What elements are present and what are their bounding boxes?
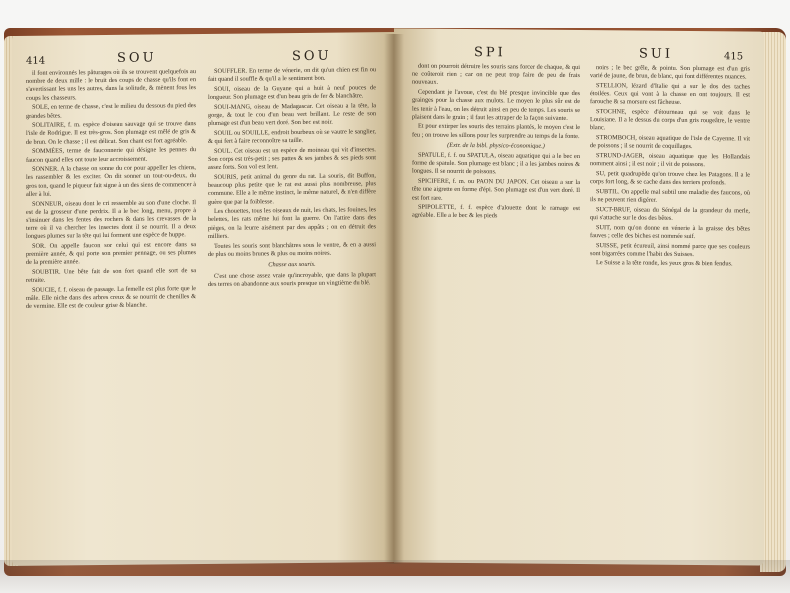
right-running-head-2: SUI — [639, 46, 673, 62]
entry: noirs ; le bec grêle, & pointu. Son plumage est d'un gris varié de jaune, de brun, de blanc, qui font différentes nuances. — [590, 64, 750, 81]
entry: SUIT, nom qu'on donne en vénerie à la graisse des bêtes fauves ; celle des biches est nommée suif. — [590, 223, 750, 240]
entry: SOUBTIR. Une bête fait de son fort quand elle sort de sa retraite. — [26, 267, 196, 285]
left-running-head-1: SOU — [117, 50, 157, 66]
entry: STROMBOCH, oiseau aquatique de l'isle de Cayenne. Il vit de poissons ; il se nourrit de coquillages. — [590, 134, 750, 151]
entry: SUISSE, petit écureuil, ainsi nommé parce que ses couleurs sont bigarrées comme l'habit des Suisses. — [590, 241, 750, 258]
entry: SOUI-MANG, oiseau de Madagascar. Cet oiseau a la tête, la gorge, & tout le cou d'un beau vert brillant. Le reste de son plumage est d'un beau vert doré. Son bec est noir. — [208, 102, 376, 128]
entry: SUCT-BRUF, oiseau du Sénégal de la grandeur du merle, qui s'attache sur le dos des bêtes. — [590, 205, 750, 222]
entry: dont on pourroit détruire les souris sans forcer de chaque, & qui ne coûteroit rien ; car on ne peut trop faire de peu de frais nouveaux. — [412, 62, 580, 87]
entry: SPICIFERE, f. m. ou PAON DU JAPON. Cet oiseau a sur la tête une aigrette en forme d'épi. Son plumage est d'un vert doré. Il est fort rare. — [412, 177, 580, 202]
entry: SOUI, oiseau de la Guyane qui a huit à neuf pouces de longueur. Son plumage est d'un beau gris de fer & blanchâtre. — [208, 84, 376, 102]
entry: SOLE, en terme de chasse, c'est le milieu du dessous du pied des grandes bêtes. — [26, 102, 196, 120]
entry: Et pour extirper les souris des terrains plantés, le moyen c'est le feu ; on trouve les sillons pour les surprendre au temps de la fonte. — [412, 123, 580, 140]
left-folio: 414 — [26, 55, 46, 67]
entry: il font environnés les pâturages où ils se trouvent quelquefois au nombre de deux mille : le bruit des coups de chasse qu'ils font en s'avertissant les uns les autres, dans la solitude, & mènent fous les coups les chasseurs. — [26, 68, 196, 102]
entry: SOURIS, petit animal du genre du rat. La souris, dit Buffon, beaucoup plus petite que le rat est aussi plus nombreuse, plus commune. Elle a le même instinct, le même naturel, & n'en diffère guère que par la foiblesse. — [208, 172, 376, 206]
entry: C'est une chose assez vraie qu'incroyable, que dans la plupart des terres on abandonne aux souris presque un vingtième du blé. — [208, 271, 376, 289]
entry: SOMMÉES, terme de fauconnerie qui désigne les pennes du faucon quand elles ont toute leur accroissement. — [26, 146, 196, 164]
left-column-1 — [26, 68, 196, 560]
entry: SUBTIL. On appelle mal subtil une maladie des faucons, où ils ne peuvent rien digérer. — [590, 187, 750, 204]
entry: STRUND-JAGER, oiseau aquatique que les Hollandais nomment ainsi ; il est noir ; il vit de poissons. — [590, 152, 750, 169]
left-page — [12, 32, 394, 566]
right-folio: 415 — [724, 51, 744, 63]
entry: Les chouettes, tous les oiseaux de nuit, les chats, les fouines, les belettes, les rats même lui font la guerre. On l'attire dans des pièges, on la leurre aisément par des appâts ; on en détruit des milliers. — [208, 206, 376, 240]
entry: SOUFFLER. En terme de vénerie, on dit qu'un chien est fin ou fait quand il souffle & qu'il a le sentiment bon. — [208, 66, 376, 84]
right-page — [394, 28, 764, 565]
left-running-head-2: SOU — [292, 48, 332, 65]
right-column-2 — [590, 64, 750, 557]
entry: SOR. On appelle faucon sor celui qui est encore dans sa première année, & qui porte son premier pennage, ou ses plumes de la première année. — [26, 241, 196, 267]
entry: SPIPOLETTE, f. f. espèce d'alouette dont le ramage est agréable. Elle a le bec & les pieds — [412, 203, 580, 220]
entry: SOLITAIRE, f. m. espèce d'oiseau sauvage qui se trouve dans l'isle de Rodrigue. Il est très-gros. Son plumage est mêlé de gris & de brun. On le chasse ; il est délicat. Son chant est fort agréable. — [26, 120, 196, 146]
right-column-1 — [412, 63, 580, 556]
entry: SOUIL ou SOUILLE, endroit bourbeux où se vautre le sanglier, & qui fert à faire reconnoître sa taille. — [208, 128, 376, 146]
right-running-head-1: SPI — [474, 45, 506, 61]
book-gutter — [384, 34, 404, 564]
entry: Cependant je l'avoue, c'est du blé presque invincible que des grainges pour la chasse aux mulots. Le moyen le plus sûr est de les tenir à l'eau, on les détruit ainsi en peu de temps. Les souris se plaisent dans le grain ; il faut les attraper de la façon suivante. — [412, 88, 580, 122]
left-column-2 — [208, 66, 376, 558]
section-heading: Chasse aux souris. — [268, 260, 316, 269]
entry: Le Suisse a la tête ronde, les yeux gros & bien fendus. — [596, 259, 733, 268]
entry: STOCHNE, espèce d'étourneau qui se voit dans le Louisiane. Il a le dessus du corps d'un gris rougeâtre, le ventre blanc. — [590, 108, 750, 132]
entry: SPATULE, f. f. ou SPATULA, oiseau aquatique qui a le bec en forme de spatule. Son plumage est blanc ; il a les jambes noires & longues. Il se nourrit de poissons. — [412, 151, 580, 176]
entry: SOUL. Cet oiseau est un espèce de moineau qui vit d'insectes. Son corps est très-petit ; ses pattes & ses jambes & ses pieds sont assez forts. Son vol est lent. — [208, 146, 376, 172]
entry: SOUCIE, f. f. oiseau de passage. La femelle est plus forte que le mâle. Elle niche dans des arbres creux & se nourrit de chenilles & de vermine. Elle est de couleur grise & blanche. — [26, 285, 196, 311]
entry: Toutes les souris sont blanchâtres sous le ventre, & en a aussi de plus ou moins brunes & plus ou moins noires. — [208, 240, 376, 258]
book-shadow — [0, 560, 790, 593]
entry: SONNEUR, oiseau dont le cri ressemble au son d'une cloche. Il est de la grosseur d'une perdrix. Il a le bec long, menu, propre à s'insinuer dans les fentes des rochers & dans les crevasses de la terre où il va chercher les insectes dont il se nourrit. Il a deux longues plumes sur la tête qui lui forment une espèce de huppe. — [26, 198, 196, 241]
entry: STELLION, lézard d'Italie qui a sur le dos des taches étoilées. Ceux qui vont à la chasse en ont toujours. Il est farouche & sa morsure est fâcheuse. — [590, 82, 750, 107]
entry: SONNER. A la chasse on sonne du cor pour appeller les chiens, les rassembler & les exciter. On dit sonner un tout-ou-deux, du gros ton, quand le piqueur fait signe à un des siens de commencer à aller à lui. — [26, 164, 196, 198]
entry: SU, petit quadrupède qu'on trouve chez les Patagons. Il a le corps fort long, & se cache dans des terriers profonds. — [590, 170, 750, 187]
source-note: (Extr. de la bibl. physico-économique.) — [447, 141, 545, 150]
